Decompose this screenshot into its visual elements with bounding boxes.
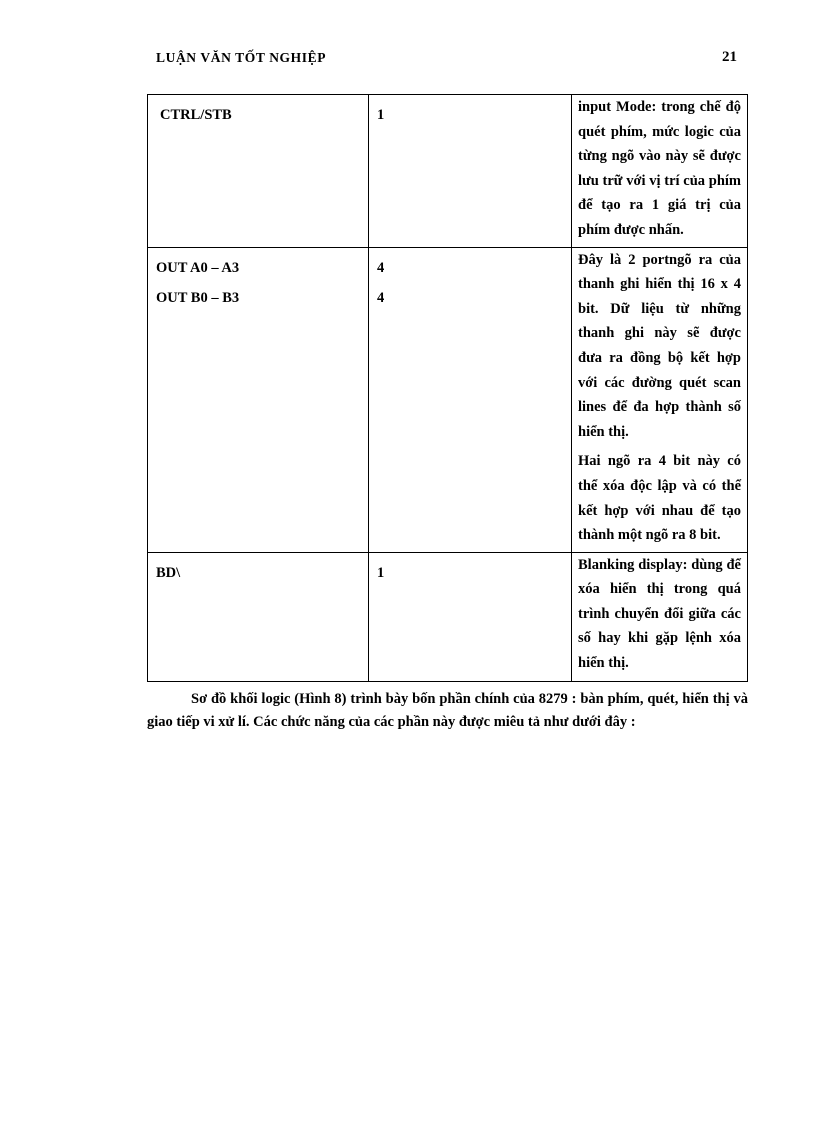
pin-description-table bbox=[147, 94, 748, 682]
pin-name: BD\ bbox=[156, 564, 181, 581]
pin-description-cell bbox=[572, 95, 748, 248]
pin-name: OUT B0 – B3 bbox=[156, 289, 240, 306]
table-row bbox=[148, 95, 748, 248]
body-paragraph: Sơ đồ khối logic (Hình 8) trình bày bốn phần chính của 8279 : bàn phím, quét, hiển thị và giao tiếp vi xử lí. Các chức năng của các phần này được miêu tả như dưới đây : bbox=[147, 691, 748, 731]
pin-description-text: Hai ngõ ra 4 bit này có thể xóa độc lập và có thể kết hợp với nhau để tạo thành một ngõ ra 8 bit. bbox=[578, 453, 741, 544]
pin-count-cell bbox=[369, 95, 572, 248]
running-header-title: LUẬN VĂN TỐT NGHIỆP bbox=[156, 50, 327, 65]
pin-name-cell bbox=[148, 95, 369, 248]
pin-name-cell bbox=[148, 552, 369, 681]
table-row bbox=[148, 247, 748, 552]
pin-description-cell bbox=[572, 247, 748, 552]
pin-count: 1 bbox=[377, 107, 385, 123]
pin-count: 4 bbox=[377, 259, 385, 276]
pin-name-cell bbox=[148, 247, 369, 552]
pin-description-cell bbox=[572, 552, 748, 681]
pin-description-text: Blanking display: dùng để xóa hiển thị trong quá trình chuyển đổi giữa các số hay khi gặp lệnh xóa hiển thị. bbox=[578, 556, 741, 672]
page-number: 21 bbox=[722, 49, 737, 65]
pin-count: 4 bbox=[377, 289, 385, 306]
pin-description-text: input Mode: trong chế độ quét phím, mức logic của từng ngõ vào này sẽ được lưu trữ với vị trí của phím để tạo ra 1 giá trị của phím được nhấn. bbox=[578, 99, 741, 238]
table-row bbox=[148, 552, 748, 681]
pin-count: 1 bbox=[377, 564, 385, 581]
pin-name: OUT A0 – A3 bbox=[156, 259, 240, 276]
pin-description-text: Đây là 2 portngõ ra của thanh ghi hiển thị 16 x 4 bit. Dữ liệu từ những thanh ghi này sẽ được đưa ra đồng bộ kết hợp với các đường quét scan lines để đa hợp thành số hiển thị. bbox=[578, 251, 741, 440]
pin-count-cell bbox=[369, 247, 572, 552]
pin-name: CTRL/STB bbox=[160, 107, 232, 123]
pin-count-cell bbox=[369, 552, 572, 681]
